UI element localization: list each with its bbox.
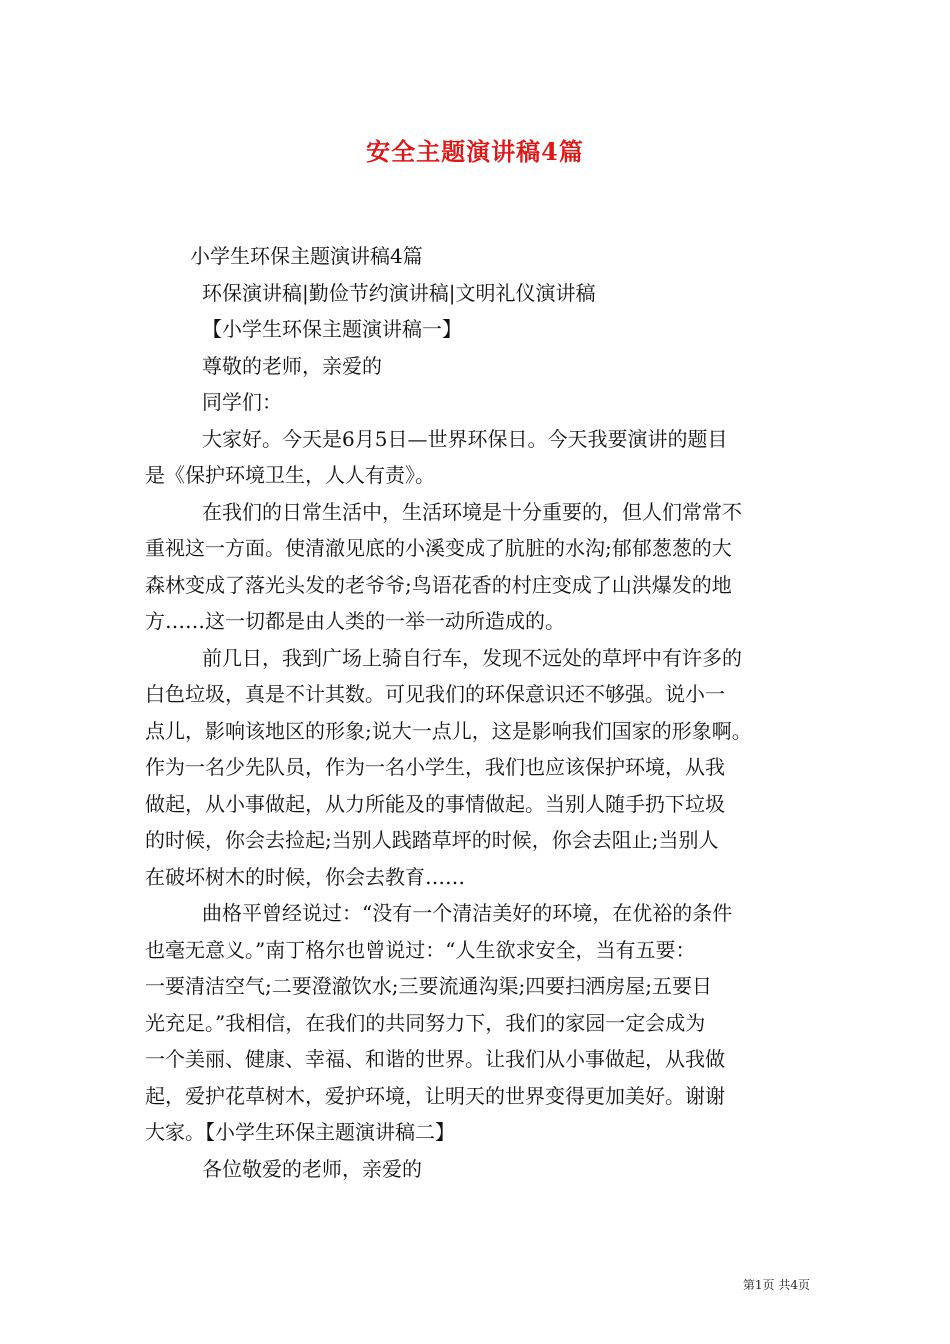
text-line: 也毫无意义。”南丁格尔也曾说过：“人生欲求安全，当有五要：: [145, 937, 696, 962]
document-body: [145, 238, 810, 1187]
text-line: 前几日，我到广场上骑自行车，发现不远处的草坪中有许多的: [202, 645, 742, 670]
text-line: 光充足。”我相信，在我们的共同努力下，我们的家园一定会成为: [145, 1010, 706, 1035]
text-line: 各位敬爱的老师，亲爱的: [202, 1156, 422, 1181]
text-line: 方……这一切都是由人类的一举一动所造成的。: [145, 609, 565, 633]
text-line: 在我们的日常生活中，生活环境是十分重要的，但人们常常不: [202, 499, 742, 524]
text-line: 环保演讲稿|勤俭节约演讲稿|文明礼仪演讲稿: [202, 280, 596, 305]
text-line: 的时候，你会去捡起;当别人践踏草坪的时候，你会去阻止;当别人: [145, 828, 719, 852]
text-line: 白色垃圾，真是不计其数。可见我们的环保意识还不够强。说小一: [145, 682, 725, 706]
text-line: 同学们：: [202, 390, 282, 414]
text-line: 大家。【小学生环保主题演讲稿二】: [145, 1120, 455, 1144]
text-line: 作为一名少先队员，作为一名小学生，我们也应该保护环境，从我: [145, 755, 725, 779]
text-line: 大家好。今天是6月5日—世界环保日。今天我要演讲的题目: [202, 426, 728, 451]
text-line: 起，爱护花草树木，爱护环境，让明天的世界变得更加美好。谢谢: [145, 1083, 725, 1108]
page-title: 安全主题演讲稿4篇: [366, 137, 584, 166]
page-number: 第1页 共4页: [742, 1278, 810, 1292]
text-line: 一要清洁空气;二要澄澈饮水;三要流通沟渠;四要扫洒房屋;五要日: [145, 974, 712, 998]
text-line: 小学生环保主题演讲稿4篇: [190, 244, 423, 268]
text-line: 尊敬的老师，亲爱的: [202, 353, 382, 378]
text-line: 一个美丽、健康、幸福、和谐的世界。让我们从小事做起，从我做: [145, 1047, 725, 1071]
text-line: 是《保护环境卫生，人人有责》。: [145, 463, 435, 487]
text-line: 做起，从小事做起，从力所能及的事情做起。当别人随手扔下垃圾: [145, 791, 725, 816]
text-line: 点儿，影响该地区的形象;说大一点儿，这是影响我们国家的形象啊。: [145, 718, 752, 743]
text-line: 【小学生环保主题演讲稿一】: [202, 317, 462, 341]
text-line: 曲格平曾经说过：“没有一个清洁美好的环境，在优裕的条件: [202, 901, 733, 925]
text-line: 重视这一方面。使清澈见底的小溪变成了肮脏的水沟;郁郁葱葱的大: [145, 536, 732, 560]
text-line: 在破坏树木的时候，你会去教育……: [145, 864, 465, 889]
text-line: 森林变成了落光头发的老爷爷;鸟语花香的村庄变成了山洪爆发的地: [145, 572, 732, 597]
